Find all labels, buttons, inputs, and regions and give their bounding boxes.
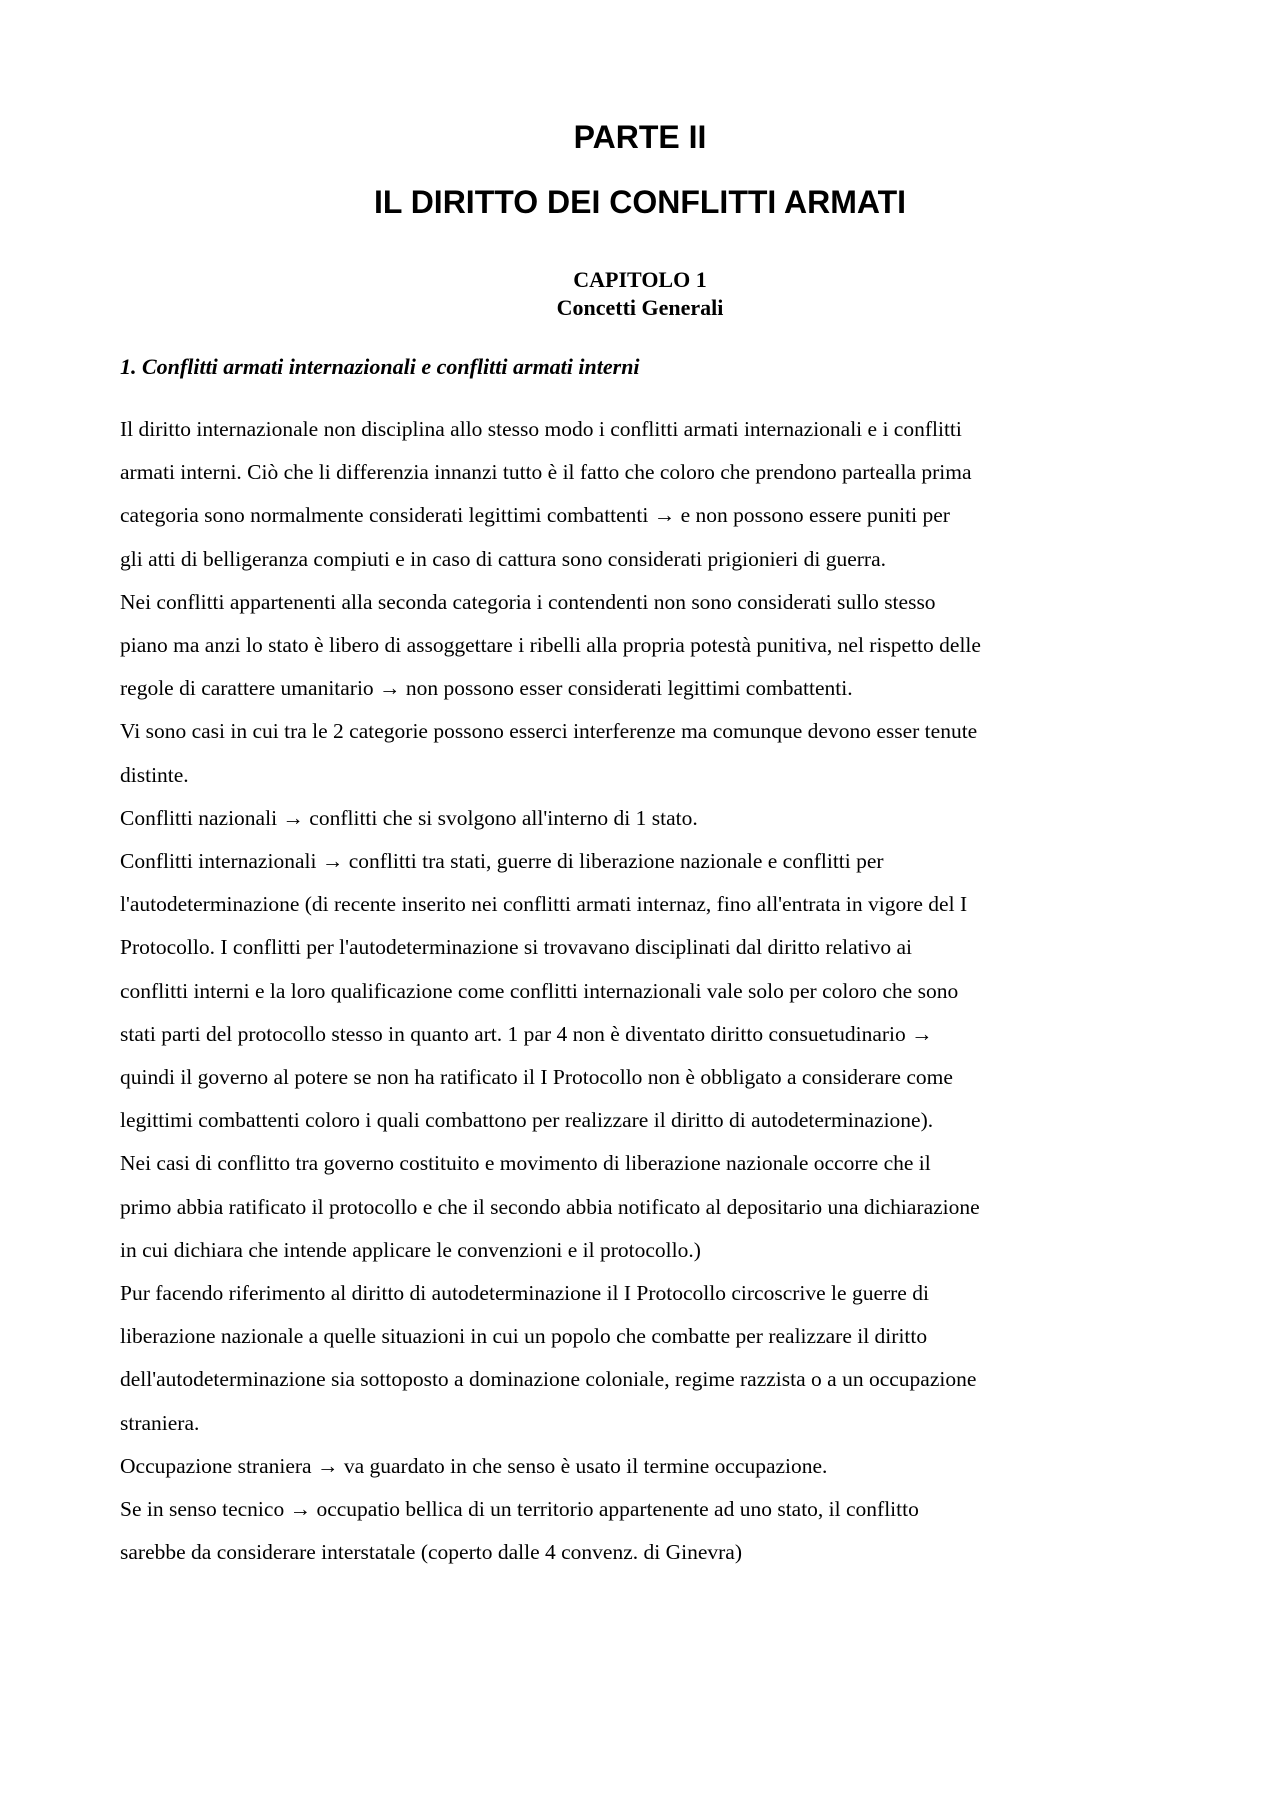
text-line: Il diritto internazionale non disciplina allo stesso modo i conflitti armati internazionali e i conflitti [120,417,962,441]
text-line: Protocollo. I conflitti per l'autodeterminazione si trovavano disciplinati dal diritto relativo ai [120,935,912,960]
text-line: gli atti di belligeranza compiuti e in caso di cattura sono considerati prigionieri di guerra. [120,546,886,571]
text-line: Pur facendo riferimento al diritto di autodeterminazione il I Protocollo circoscrive le guerre di [120,1281,929,1306]
text-line: Nei conflitti appartenenti alla seconda categoria i contendenti non sono considerati sullo stesso [120,589,936,614]
text-line: Se in senso tecnico → occupatio bellica di un territorio appartenente ad uno stato, il conflitto [120,1497,919,1522]
text-line: straniera. [120,1410,200,1435]
chapter-number: CAPITOLO 1 [573,267,707,292]
text-line: dell'autodeterminazione sia sottoposto a dominazione coloniale, regime razzista o a un occupazione [120,1367,977,1392]
text-line: Conflitti nazionali → conflitti che si svolgono all'interno di 1 stato. [120,805,698,830]
text-line: distinte. [120,762,189,787]
text-line: Nei casi di conflitto tra governo costituito e movimento di liberazione nazionale occorre che il [120,1151,931,1176]
text-line: piano ma anzi lo stato è libero di assoggettare i ribelli alla propria potestà punitiva, nel rispetto delle [120,633,981,658]
body-text [120,408,1190,1574]
text-line: liberazione nazionale a quelle situazioni in cui un popolo che combatte per realizzare il diritto [120,1324,928,1349]
text-line: Occupazione straniera → va guardato in che senso è usato il termine occupazione. [120,1453,828,1478]
section-heading: 1. Conflitti armati internazionali e conflitti armati interni [120,354,640,379]
text-line: regole di carattere umanitario → non possono esser considerati legittimi combattenti. [120,676,853,701]
part-title: IL DIRITTO DEI CONFLITTI ARMATI [373,184,907,220]
part-label: PARTE II [573,119,707,155]
text-line: primo abbia ratificato il protocollo e che il secondo abbia notificato al depositario una dichiarazione [120,1194,980,1219]
text-line: Conflitti internazionali → conflitti tra stati, guerre di liberazione nazionale e conflitti per [120,849,884,874]
text-line: stati parti del protocollo stesso in quanto art. 1 par 4 non è diventato diritto consuetudinario → [120,1021,933,1046]
text-line: Vi sono casi in cui tra le 2 categorie possono esserci interferenze ma comunque devono esser tenute [120,719,978,744]
text-line: categoria sono normalmente considerati legittimi combattenti → e non possono essere puniti per [120,503,950,528]
text-line: in cui dichiara che intende applicare le convenzioni e il protocollo.) [120,1237,701,1262]
text-line: armati interni. Ciò che li differenzia innanzi tutto è il fatto che coloro che prendono partealla prima [120,460,972,485]
text-line: quindi il governo al potere se non ha ratificato il I Protocollo non è obbligato a considerare come [120,1065,953,1090]
text-line: conflitti interni e la loro qualificazione come conflitti internazionali vale solo per coloro che sono [120,978,959,1003]
text-line: legittimi combattenti coloro i quali combattono per realizzare il diritto di autodeterminazione). [120,1108,934,1133]
text-line: sarebbe da considerare interstatale (coperto dalle 4 convenz. di Ginevra) [120,1540,743,1565]
chapter-title: Concetti Generali [556,295,724,320]
text-line: l'autodeterminazione (di recente inserito nei conflitti armati internaz, fino all'entrata in vigore del I [120,892,968,917]
